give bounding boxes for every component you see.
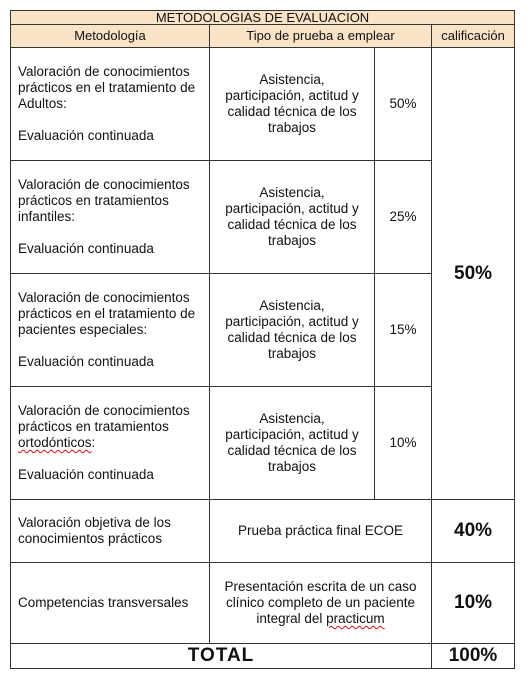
header-tipo-prueba: Tipo de prueba a emplear: [210, 25, 432, 48]
evaluacion-text: Evaluación continuada: [18, 128, 154, 143]
total-row: [11, 644, 515, 669]
tipo-line: participación, actitud y: [225, 314, 359, 329]
metodologia-line: prácticos en el tratamiento de: [18, 306, 196, 321]
tipo-line: Asistencia,: [259, 298, 325, 313]
metodologia-line: Adultos:: [18, 96, 67, 111]
tipo-line: trabajos: [267, 459, 317, 474]
tipo-line: Asistencia,: [259, 72, 325, 87]
tipo-line: trabajos: [267, 120, 317, 135]
metodologia-line: Valoración de conocimientos: [18, 290, 190, 305]
metodologia-line: [18, 435, 203, 451]
tipo-line: clínico completo de un paciente: [225, 595, 416, 610]
evaluacion-text: Evaluación continuada: [18, 241, 154, 256]
metodologia-line: pacientes especiales:: [18, 322, 148, 337]
tipo-prueba-cell: [210, 387, 375, 500]
header-metodologia: Metodología: [11, 25, 210, 48]
tipo-prueba-cell: [210, 48, 375, 161]
table-row: [11, 500, 515, 563]
tipo-prueba-cell: [210, 161, 375, 274]
total-label: TOTAL: [11, 644, 432, 669]
evaluacion-text: Evaluación continuada: [18, 354, 154, 369]
metodologia-line: prácticos en tratamientos: [18, 193, 169, 208]
metodologia-cell: [11, 274, 210, 387]
table-row: [11, 563, 515, 644]
header-calificacion: calificación: [432, 25, 515, 48]
metodologia-line: conocimientos prácticos: [18, 531, 163, 546]
grade-cell: 10%: [432, 563, 515, 644]
tipo-prueba-cell: [210, 563, 432, 644]
evaluation-table: [10, 10, 515, 669]
tipo-line: Presentación escrita de un caso: [224, 579, 417, 594]
percent-cell: 10%: [375, 387, 432, 500]
evaluacion-text: Evaluación continuada: [18, 467, 154, 482]
tipo-line: calidad técnica de los: [227, 443, 357, 458]
metodologia-line: Valoración de conocimientos: [18, 403, 190, 418]
grade-cell: 40%: [432, 500, 515, 563]
tipo-line: trabajos: [267, 233, 317, 248]
percent-cell: 15%: [375, 274, 432, 387]
spellcheck-word: practicum: [326, 611, 385, 626]
tipo-line: calidad técnica de los: [227, 330, 357, 345]
tipo-line: [218, 611, 423, 627]
block-grade-cell: 50%: [432, 48, 515, 500]
tipo-prueba-cell: [210, 274, 375, 387]
metodologia-cell: [11, 161, 210, 274]
metodologia-line: Valoración de conocimientos: [18, 64, 190, 79]
metodologia-cell: [11, 48, 210, 161]
total-grade: 100%: [432, 644, 515, 669]
metodologia-line: prácticos en tratamientos: [18, 419, 169, 434]
metodologia-line: Valoración de conocimientos: [18, 177, 190, 192]
percent-cell: 25%: [375, 161, 432, 274]
metodologia-line: prácticos en el tratamiento de: [18, 80, 196, 95]
table-row: [11, 48, 515, 161]
metodologia-cell: Competencias transversales: [11, 563, 210, 644]
tipo-line: participación, actitud y: [225, 427, 359, 442]
tipo-prueba-cell: Prueba práctica final ECOE: [210, 500, 432, 563]
tipo-line: calidad técnica de los: [227, 217, 357, 232]
tipo-line: participación, actitud y: [225, 201, 359, 216]
metodologia-line: infantiles:: [18, 209, 76, 224]
tipo-line-text: integral del: [256, 611, 323, 626]
tipo-line: Asistencia,: [259, 411, 325, 426]
tipo-line: participación, actitud y: [225, 88, 359, 103]
table-title-row: [11, 11, 515, 25]
tipo-line: Asistencia,: [259, 185, 325, 200]
percent-cell: 50%: [375, 48, 432, 161]
table-title: METODOLOGIAS DE EVALUACION: [11, 11, 515, 25]
tipo-line: calidad técnica de los: [227, 104, 357, 119]
colon: :: [91, 435, 96, 450]
spellcheck-word: ortodónticos: [18, 435, 92, 450]
tipo-line: trabajos: [267, 346, 317, 361]
metodologia-cell: [11, 387, 210, 500]
metodologia-line: Valoración objetiva de los: [18, 515, 171, 530]
table-header-row: [11, 25, 515, 48]
metodologia-cell: [11, 500, 210, 563]
